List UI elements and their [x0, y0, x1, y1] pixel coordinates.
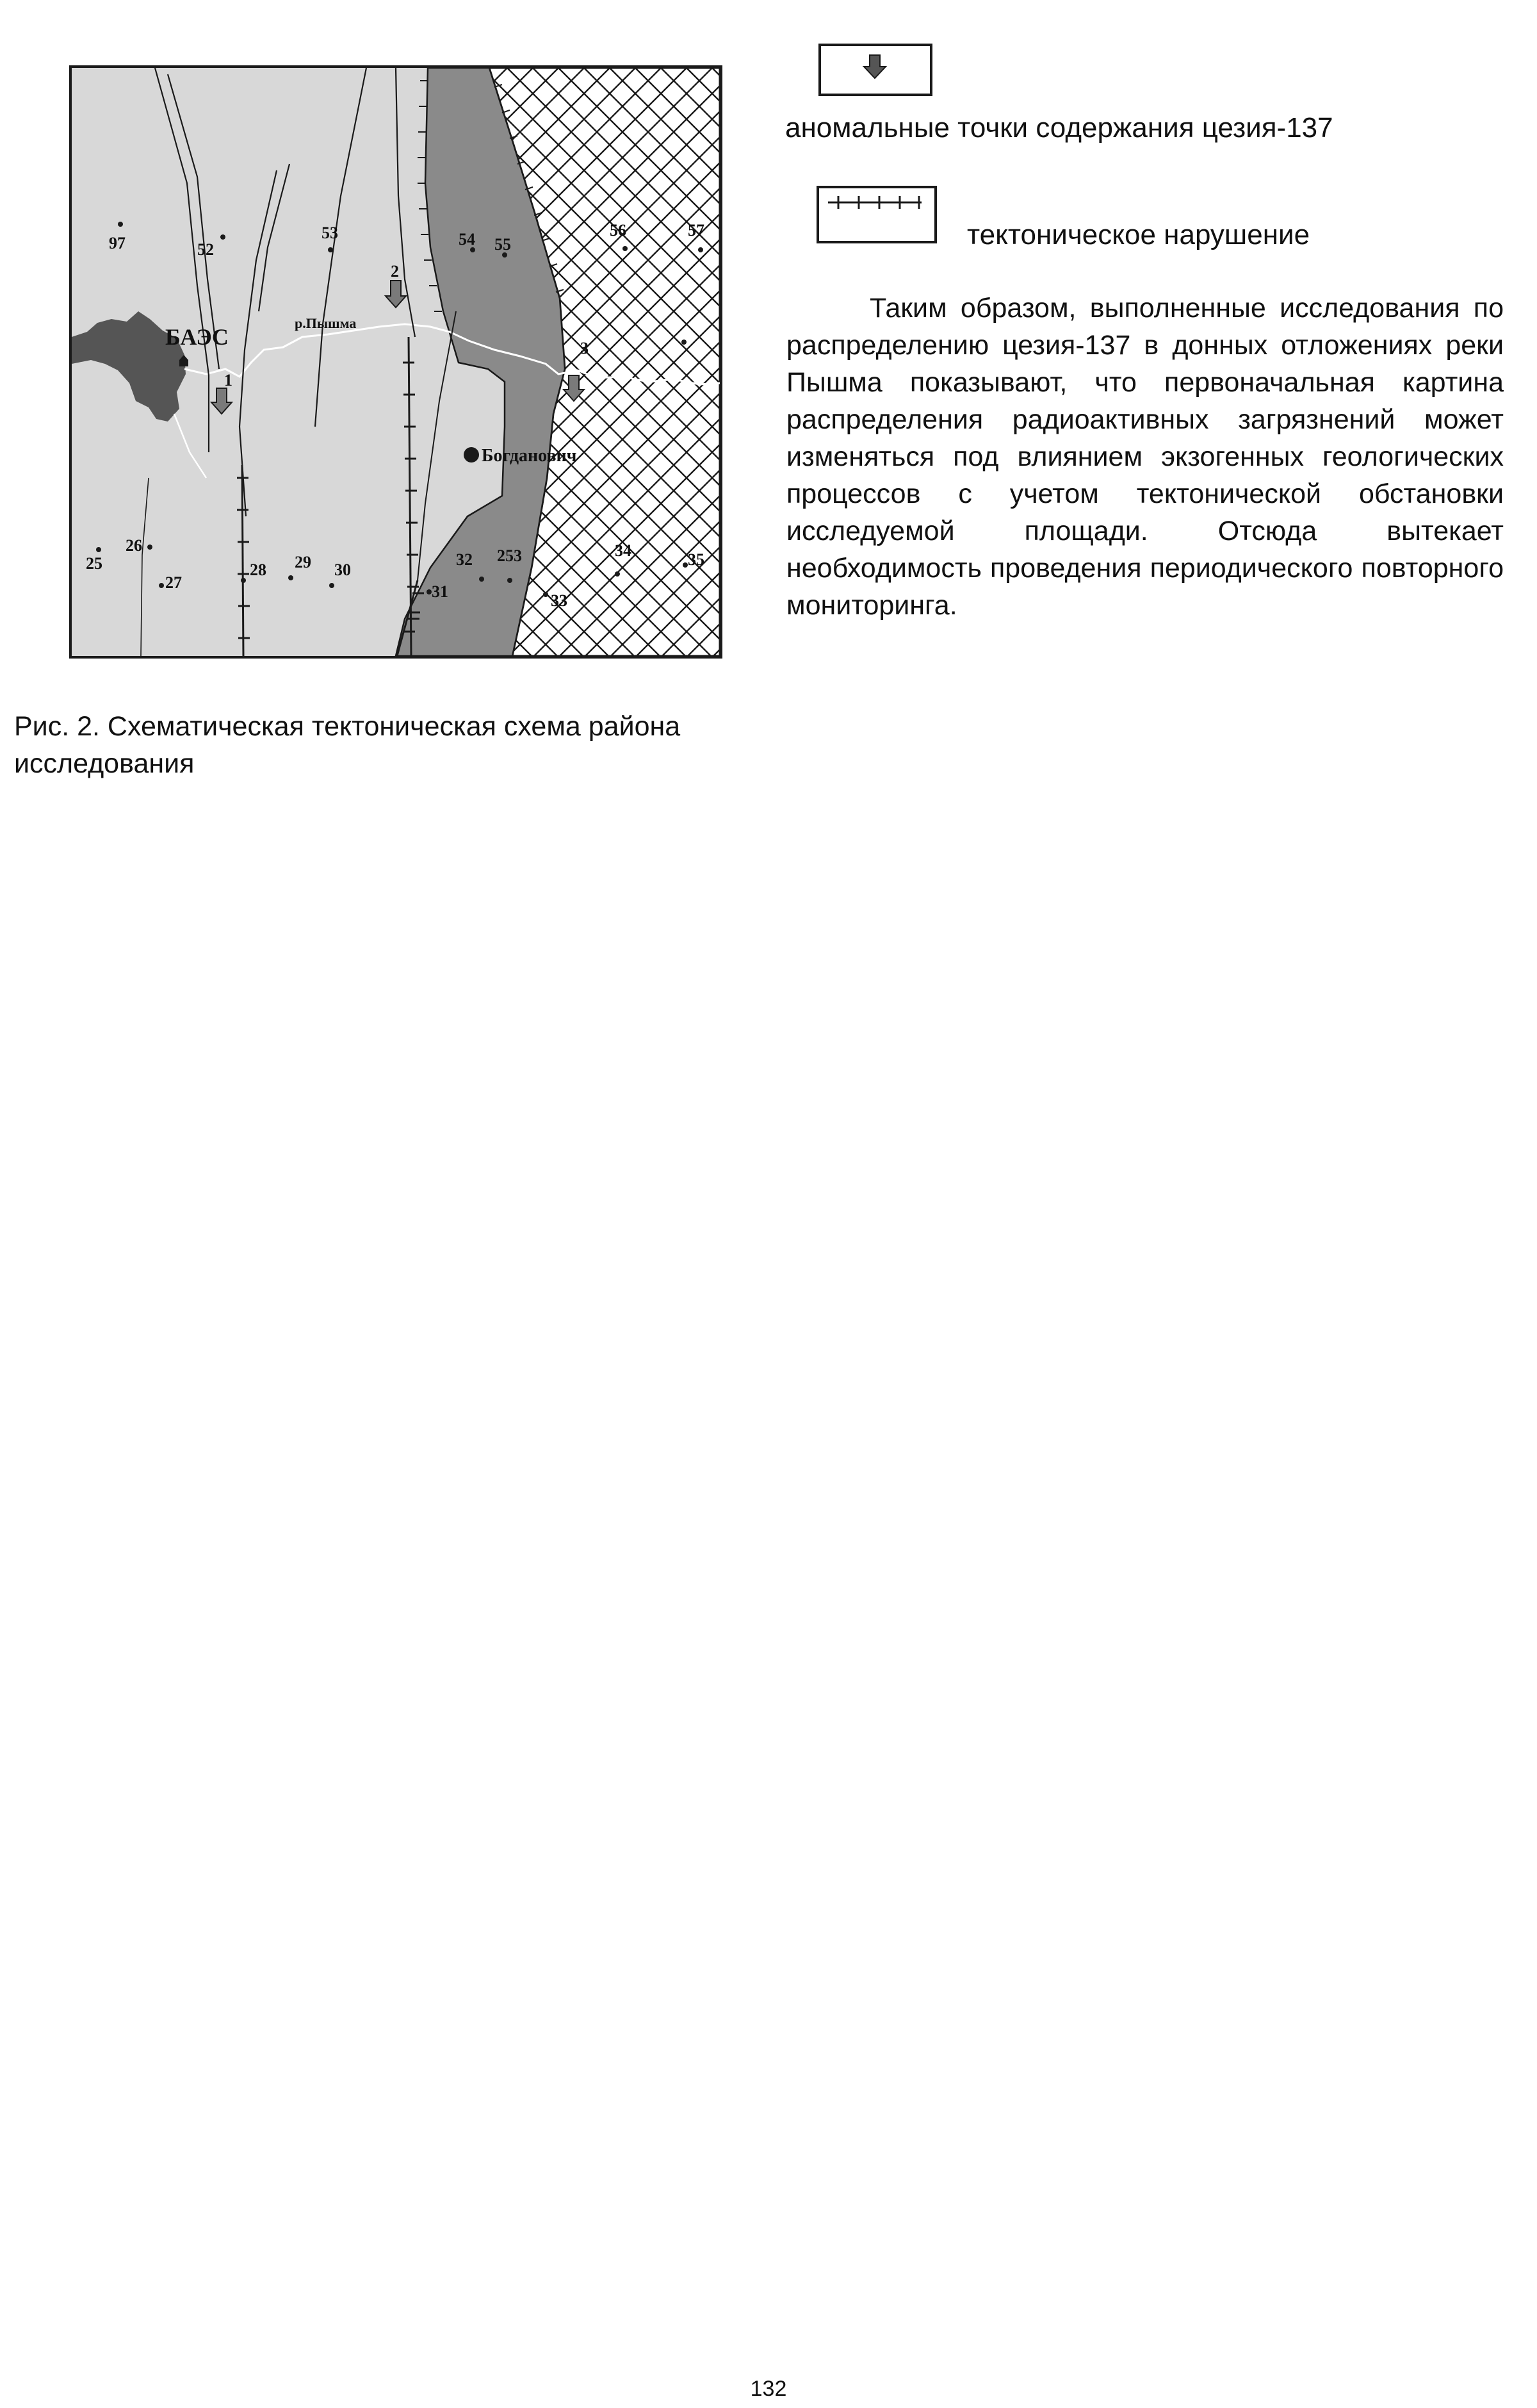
- point-label: 34: [615, 541, 631, 560]
- anomaly-marker: [211, 388, 232, 414]
- page-number: 132: [750, 2377, 787, 2401]
- point-label: 35: [688, 550, 704, 569]
- legend-fault-swatch: [817, 186, 937, 243]
- point-label: 28: [250, 561, 266, 579]
- map-label-baes: БАЭС: [165, 324, 229, 350]
- point-label: 33: [551, 591, 567, 610]
- point-label: 29: [295, 553, 311, 571]
- point-label: 30: [334, 561, 351, 579]
- point-label: 31: [432, 582, 448, 601]
- map-label-town: Богданович: [482, 446, 577, 466]
- figure-caption: Рис. 2. Схематическая тектоническая схема района исследования: [14, 711, 681, 779]
- anomaly-marker: [386, 281, 406, 307]
- tectonic-fault: [237, 465, 250, 656]
- point-label: 25: [86, 554, 102, 573]
- body-paragraph: [786, 290, 1504, 624]
- anomaly-label: 1: [224, 371, 232, 389]
- point-label: 27: [165, 573, 182, 592]
- geologic-line: [240, 170, 277, 516]
- anomaly-label: 3: [580, 339, 589, 357]
- down-arrow-icon: [821, 46, 930, 94]
- legend-cesium-label: аномальные точки содержания цезия-137: [785, 112, 1333, 143]
- legend-fault-label: тектоническое нарушение: [967, 219, 1310, 250]
- fault-line-icon: [819, 188, 934, 241]
- point-label: 253: [497, 546, 522, 565]
- geologic-line: [141, 478, 149, 656]
- point-label: 54: [459, 230, 475, 249]
- point-label: 56: [610, 221, 626, 240]
- tectonic-map: [69, 65, 722, 659]
- point-label: 52: [197, 240, 214, 259]
- point-label: 55: [494, 235, 511, 254]
- anomaly-label: 2: [391, 262, 399, 281]
- legend-cesium-swatch: [818, 44, 932, 96]
- body-paragraph-text: Таким образом, выполненные исследования по распределению цезия-137 в донных отложениях реки Пышма показывают, что первоначальная картина распределения радиоактивных загрязнений может изменяться под влиянием экзогенных геологических процессов с учетом тектонической обстановки исследуемой площади. Отсюда вытекает необходимость проведения периодического повторного мониторинга.: [786, 293, 1504, 621]
- map-label-river: р.Пышма: [295, 315, 357, 331]
- point-label: 53: [321, 224, 338, 242]
- town-marker: [464, 447, 479, 463]
- point-label: 32: [456, 550, 473, 569]
- point-label: 57: [688, 221, 704, 240]
- geologic-line: [259, 164, 289, 311]
- point-label: 97: [109, 234, 126, 252]
- point-label: 26: [126, 536, 142, 555]
- geologic-line: [315, 68, 366, 427]
